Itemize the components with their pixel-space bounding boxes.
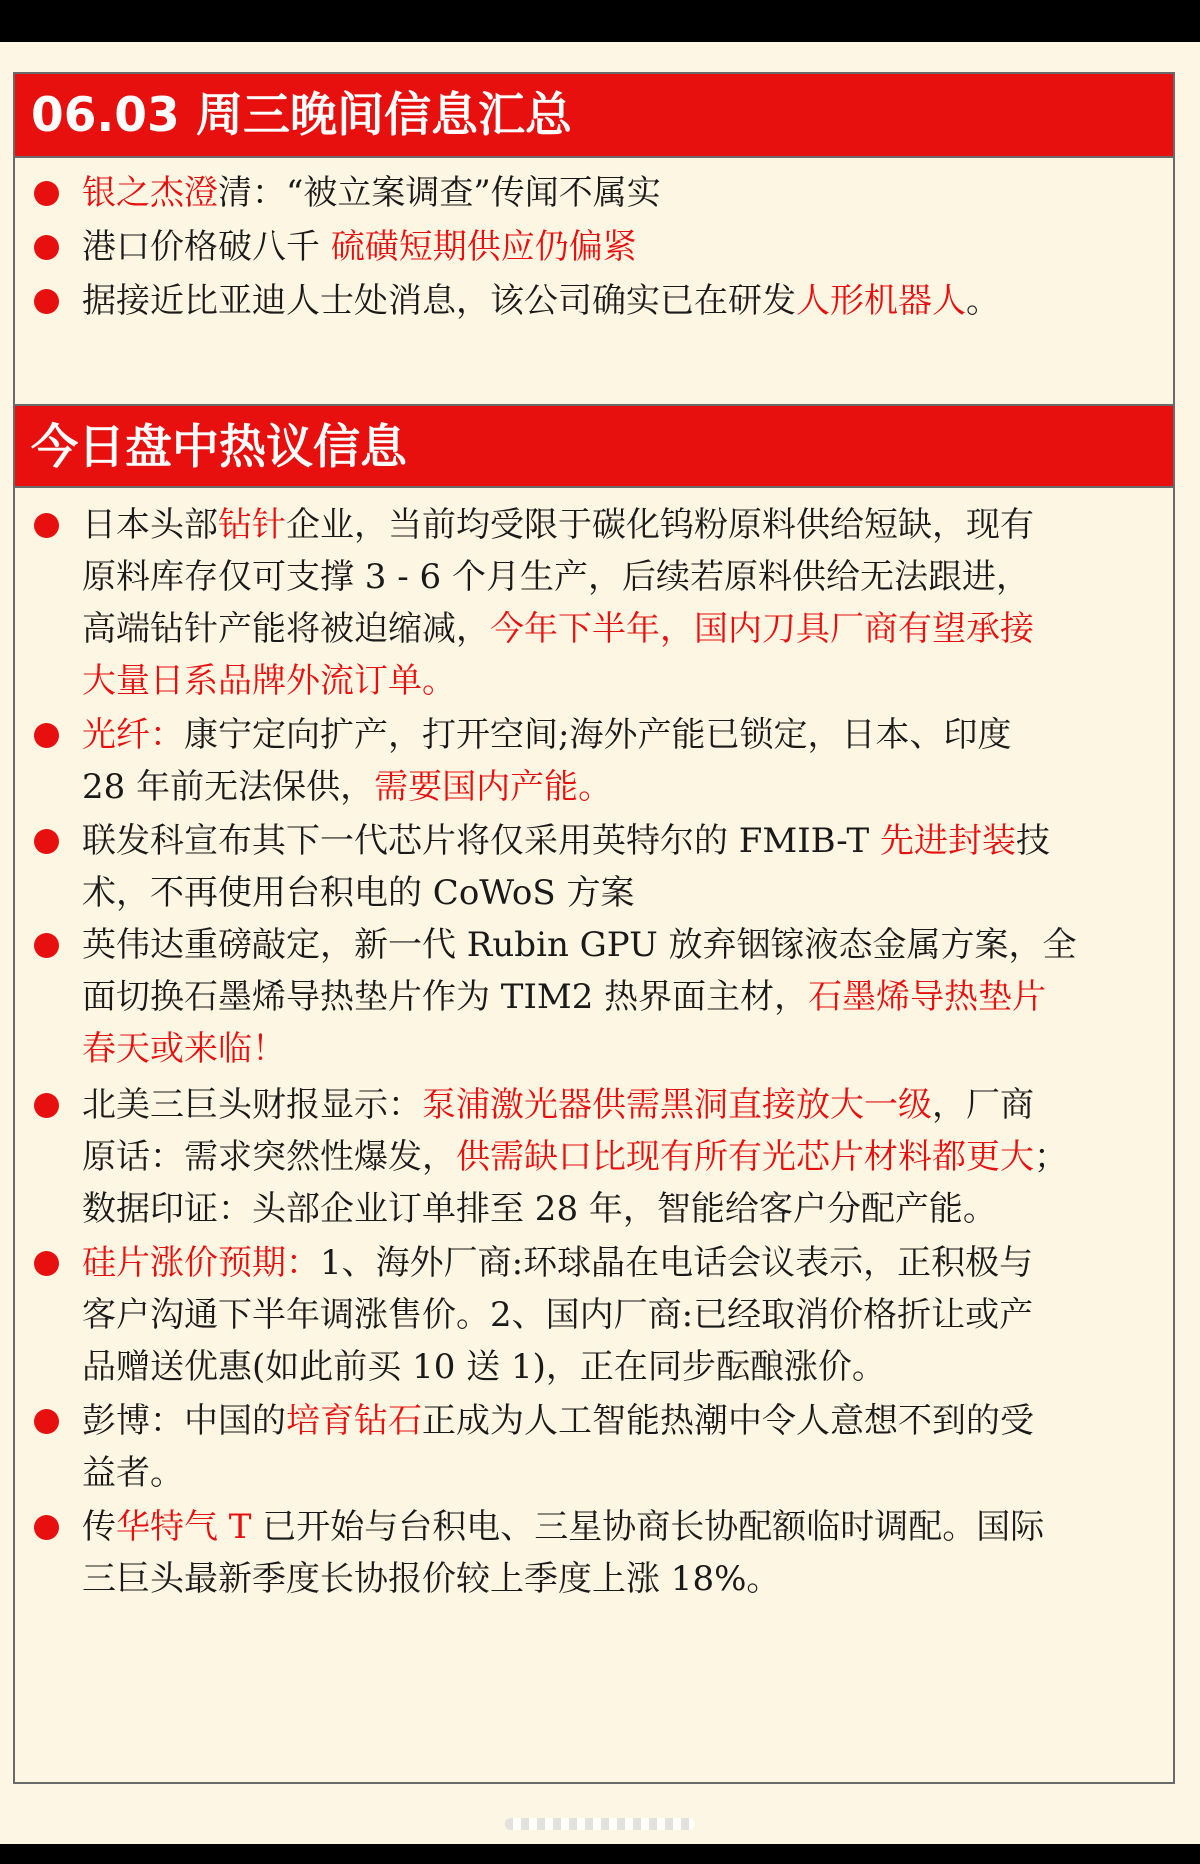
item-text: 康宁定向扩产，打开空间;海外产能已锁定，日本、印度	[184, 715, 1012, 755]
item-text: 原料库存仅可支撑 3 - 6 个月生产，后续若原料供给无法跟进，	[82, 557, 1030, 597]
info-card	[13, 72, 1175, 1784]
top-status-bar	[0, 0, 1200, 42]
bullet-icon	[34, 181, 59, 206]
bullet-icon	[34, 933, 59, 958]
bullet-icon	[34, 1093, 59, 1118]
item-text: 联发科宣布其下一代芯片将仅采用英特尔的 FMIB-T	[82, 821, 881, 861]
bottom-bar	[0, 1844, 1200, 1864]
item-text: 日本头部	[82, 505, 218, 545]
bullet-icon	[34, 1515, 59, 1540]
highlight-text: 银之杰澄	[82, 173, 218, 213]
item-text: 传	[82, 1507, 116, 1547]
item-text: 清：“被立案调查”传闻不属实	[218, 173, 661, 213]
highlight-text: 先进封装	[880, 821, 1017, 861]
bullet-icon	[34, 513, 59, 538]
bullet-icon	[34, 235, 59, 260]
item-text: 益者。	[82, 1453, 184, 1493]
item-text: 据接近比亚迪人士处消息，该公司确实已在研发	[82, 281, 796, 321]
item-text: 英伟达重磅敲定，新一代 Rubin GPU 放弃铟镓液态金属方案，全	[82, 925, 1077, 965]
item-text: 港口价格破八千	[82, 227, 331, 267]
bullet-icon	[34, 723, 59, 748]
bullet-icon	[34, 1251, 59, 1276]
item-text: 术，不再使用台积电的 CoWoS 方案	[82, 873, 635, 913]
item-text: 北美三巨头财报显示：	[82, 1085, 422, 1125]
highlight-text: 大量日系品牌外流订单。	[82, 661, 456, 701]
item-text: 。	[966, 281, 1000, 321]
highlight-text: 钻针	[218, 505, 286, 545]
highlight-text: 春天或来临！	[82, 1029, 286, 1069]
item-text: 三巨头最新季度长协报价较上季度上涨 18%。	[82, 1559, 781, 1599]
highlight-text: 供需缺口比现有所有光芯片材料都更大	[456, 1137, 1034, 1177]
item-text: 已开始与台积电、三星协商长协配额临时调配。国际	[251, 1507, 1045, 1547]
page	[0, 42, 1200, 1844]
item-text: ，厂商	[932, 1085, 1034, 1125]
section-title-evening: 06.03 周三晚间信息汇总	[15, 74, 1173, 158]
highlight-text: 泵浦激光器供需黑洞直接放大一级	[422, 1085, 932, 1125]
item-text: 1、海外厂商:环球晶在电话会议表示，正积极与	[320, 1243, 1034, 1283]
highlight-text: 硫磺短期供应仍偏紧	[330, 227, 637, 267]
item-text: 客户沟通下半年调涨售价。2、国内厂商:已经取消价格折让或产	[82, 1295, 1034, 1335]
section-title-intraday: 今日盘中热议信息	[15, 404, 1173, 488]
item-text: 28 年前无法保供，	[82, 767, 375, 807]
bullet-icon	[34, 829, 59, 854]
home-indicator	[505, 1818, 695, 1830]
item-text: 技	[1016, 821, 1051, 861]
item-text: 品赠送优惠(如此前买 10 送 1)，正在同步酝酿涨价。	[82, 1347, 886, 1387]
highlight-text: 硅片涨价预期：	[82, 1243, 320, 1283]
item-text: 正成为人工智能热潮中令人意想不到的受	[422, 1401, 1034, 1441]
highlight-text: 需要国内产能。	[374, 767, 613, 807]
item-text: 面切换石墨烯导热垫片作为 TIM2 热界面主材，	[82, 977, 809, 1017]
item-text: 原话：需求突然性爆发，	[82, 1137, 456, 1177]
item-text: ；	[1034, 1137, 1068, 1177]
bullet-icon	[34, 289, 59, 314]
item-text: 数据印证：头部企业订单排至 28 年，智能给客户分配产能。	[82, 1189, 997, 1229]
highlight-text: 光纤：	[82, 715, 184, 755]
item-text: 高端钻针产能将被迫缩减，	[82, 609, 490, 649]
bullet-icon	[34, 1409, 59, 1434]
highlight-text: 今年下半年，国内刀具厂商有望承接	[490, 609, 1034, 649]
item-text: 企业，当前均受限于碳化钨粉原料供给短缺，现有	[286, 505, 1034, 545]
item-text: 彭博：中国的	[82, 1401, 286, 1441]
highlight-text: 石墨烯导热垫片	[808, 977, 1047, 1017]
highlight-text: 人形机器人	[796, 281, 966, 321]
highlight-text: 华特气 T	[116, 1507, 252, 1547]
highlight-text: 培育钻石	[286, 1401, 422, 1441]
